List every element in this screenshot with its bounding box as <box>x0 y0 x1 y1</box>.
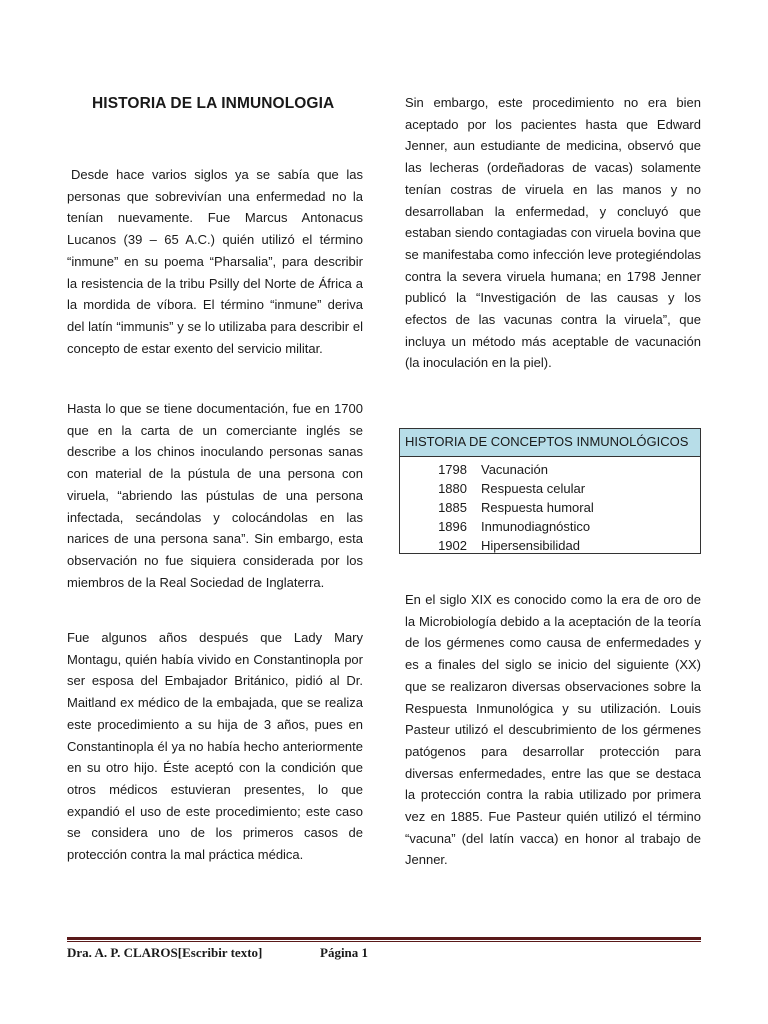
table-year: 1896 <box>438 519 467 534</box>
document-title: HISTORIA DE LA INMUNOLOGIA <box>92 95 335 112</box>
footer-page-number: Página 1 <box>320 945 369 960</box>
table-concept: Respuesta celular <box>481 481 586 496</box>
footer-rule-thin <box>67 941 701 942</box>
paragraph-1: Desde hace varios siglos ya se sabía que las personas que sobrevivían una enfermedad no la tenían nuevamente. Fue Marcus Antonacus Lucanos (39 – 65 A.C.) quién utilizó el término “inmune” en su poema “Pharsalia”, para describir la resistencia de la tribu Psilly del Norte de África a la mordida de víbora. El término “inmune” deriva del latín “immunis” y se lo utilizaba para describir el concepto de estar exento del servicio militar. <box>67 167 363 356</box>
table-year: 1885 <box>438 500 467 515</box>
paragraph-5: En el siglo XIX es conocido como la era de oro de la Microbiología debido a la aceptación de la teoría de los gérmenes como causa de enfermedades y es a finales del siglo se inicio del siguiente (XX) que se realizaron diversas observaciones sobre la Respuesta Inmunológica y su utilización. Louis Pasteur utilizó el descubrimiento de los gérmenes patógenos para desarrollar protección para diversas enfermedades, entre las que se destaca la protección contra la rabia utilizado por primera vez en 1885. Fue Pasteur quién utilizó el término “vacuna” (del latín vacca) en honor al trabajo de Jenner. <box>405 592 701 868</box>
table-concept: Inmunodiagnóstico <box>481 519 591 534</box>
concepts-table-body <box>400 457 700 555</box>
footer-author: Dra. A. P. CLAROS[Escribir texto] <box>67 945 263 960</box>
table-concept: Hipersensibilidad <box>481 538 580 553</box>
paragraph-3: Fue algunos años después que Lady Mary Montagu, quién había vivido en Constantinopla por ser esposa del Embajador Británico, pidió al Dr. Maitland ex médico de la embajada, que se realiza este procedimiento a su hija de 3 años, pues en Constantinopla él ya no había hecho anteriormente en su otro hijo. Éste aceptó con la condición que otros médicos estuvieran presentes, lo que expandió el uso de este procedimiento; este caso se considera uno de los primeros casos de protección contra la mal práctica médica. <box>67 630 363 863</box>
table-row <box>400 460 700 479</box>
paragraph-4: Sin embargo, este procedimiento no era bien aceptado por los pacientes hasta que Edward Jenner, aun estudiante de medicina, observó que las lecheras (ordeñadoras de vacas) solamente tenían costras de viruela en las manos y no desarrollaban la enfermedad, y concluyó que estaban siendo contagiadas con viruela bovina que se manifestaba como infección leve protegiéndolas contra la severa viruela humana; en 1798 Jenner publicó la “Investigación de las causas y los efectos de las vacunas contra la viruela”, que incluya un método más aceptable de vacunación (la inoculación en la piel). <box>405 95 701 371</box>
table-year: 1880 <box>438 481 467 496</box>
table-row <box>400 517 700 536</box>
table-concept: Vacunación <box>481 462 548 477</box>
table-row <box>400 479 700 498</box>
table-year: 1902 <box>438 538 467 553</box>
concepts-table-header: HISTORIA DE CONCEPTOS INMUNOLÓGICOS <box>400 429 700 457</box>
concepts-table <box>399 428 701 554</box>
table-year: 1798 <box>438 462 467 477</box>
table-concept: Respuesta humoral <box>481 500 594 515</box>
paragraph-2: Hasta lo que se tiene documentación, fue en 1700 que en la carta de un comerciante inglés se describe a los chinos inoculando personas sanas con material de la pústula de una persona con viruela, “abriendo las pústulas de una persona infectada, secándolas y colocándolas en las narices de una persona sana”. Sin embargo, esta observación no fue siquiera considerada por los miembros de la Real Sociedad de Inglaterra. <box>67 401 363 590</box>
table-row <box>400 498 700 517</box>
footer-rule-thick <box>67 937 701 940</box>
table-row <box>400 536 700 555</box>
